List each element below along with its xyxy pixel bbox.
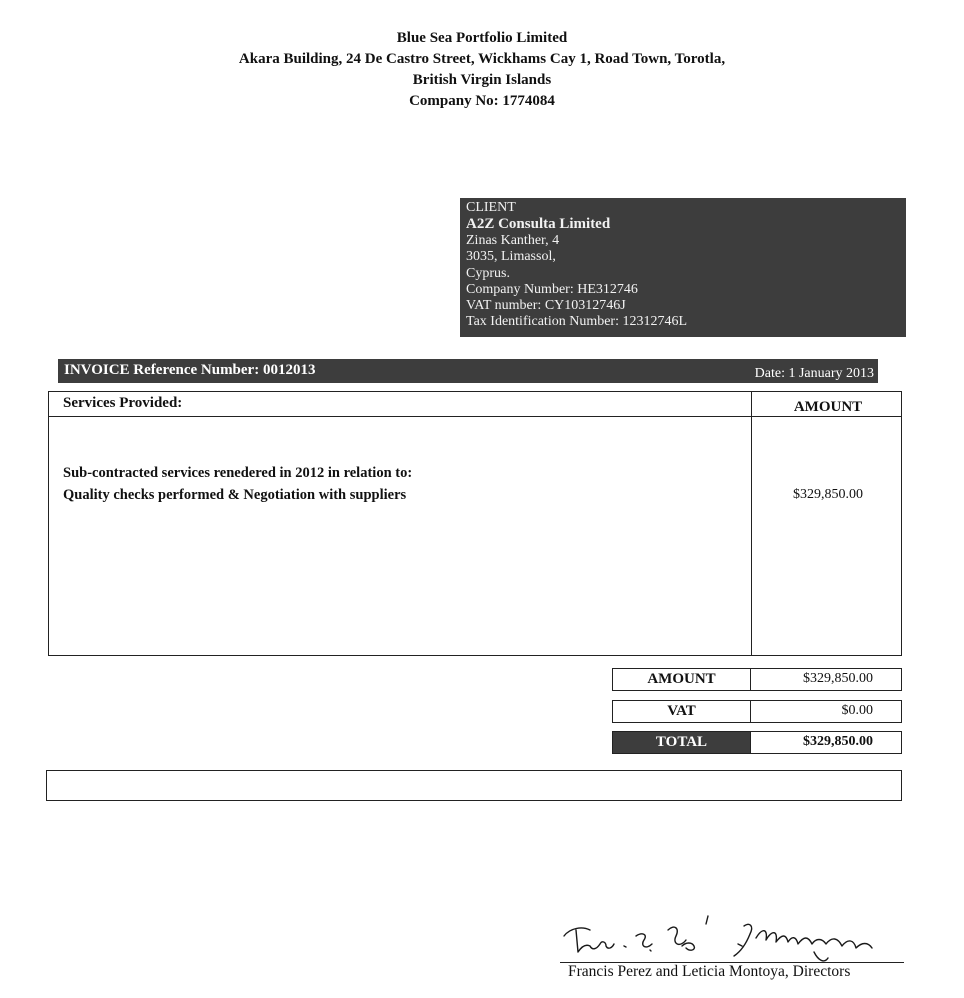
service-description — [63, 462, 412, 506]
company-address-line1: Akara Building, 24 De Castro Street, Wickhams Cay 1, Road Town, Torotla, — [238, 51, 726, 67]
totals-amount-value: $329,850.00 — [803, 671, 873, 686]
client-vat-number: VAT number: CY10312746J — [466, 298, 626, 314]
service-amount: $329,850.00 — [793, 487, 863, 502]
company-name: Blue Sea Portfolio Limited — [396, 30, 568, 46]
invoice-reference-bar — [58, 359, 878, 383]
invoice-date: Date: 1 January 2013 — [754, 366, 874, 381]
service-description-line1: Sub-contracted services renedered in 2012 in relation to: — [63, 465, 413, 481]
totals-vat-value: $0.00 — [841, 703, 873, 718]
totals-vat-label: VAT — [613, 701, 751, 722]
services-table — [48, 391, 902, 656]
signature-caption: Francis Perez and Leticia Montoya, Directors — [568, 963, 851, 980]
client-address-street: Zinas Kanther, 4 — [466, 233, 560, 249]
client-address-country: Cyprus. — [466, 265, 510, 281]
client-company-number: Company Number: HE312746 — [466, 281, 638, 297]
company-number: Company No: 1774084 — [409, 93, 555, 109]
client-name: A2Z Consulta Limited — [466, 216, 611, 233]
services-header-divider — [49, 416, 901, 417]
client-address-city: 3035, Limassol, — [466, 249, 556, 265]
notes-box — [46, 770, 902, 801]
totals-amount-label: AMOUNT — [613, 669, 751, 690]
amount-column-header: AMOUNT — [793, 399, 863, 415]
company-address-line2: British Virgin Islands — [412, 72, 552, 88]
services-header: Services Provided: — [63, 395, 183, 411]
client-box — [460, 198, 906, 337]
service-description-line2: Quality checks performed & Negotiation with suppliers — [63, 487, 407, 503]
client-tax-id: Tax Identification Number: 12312746L — [466, 314, 688, 330]
client-heading: CLIENT — [466, 200, 516, 215]
director-signatures — [556, 900, 916, 966]
totals-amount-row — [612, 668, 902, 691]
invoice-reference: INVOICE Reference Number: 0012013 — [64, 362, 316, 378]
totals-total-label: TOTAL — [613, 732, 751, 753]
company-header — [0, 28, 964, 112]
totals-vat-row — [612, 700, 902, 723]
totals-total-row — [612, 731, 902, 754]
services-column-divider — [751, 392, 752, 655]
totals-total-value: $329,850.00 — [803, 734, 873, 749]
